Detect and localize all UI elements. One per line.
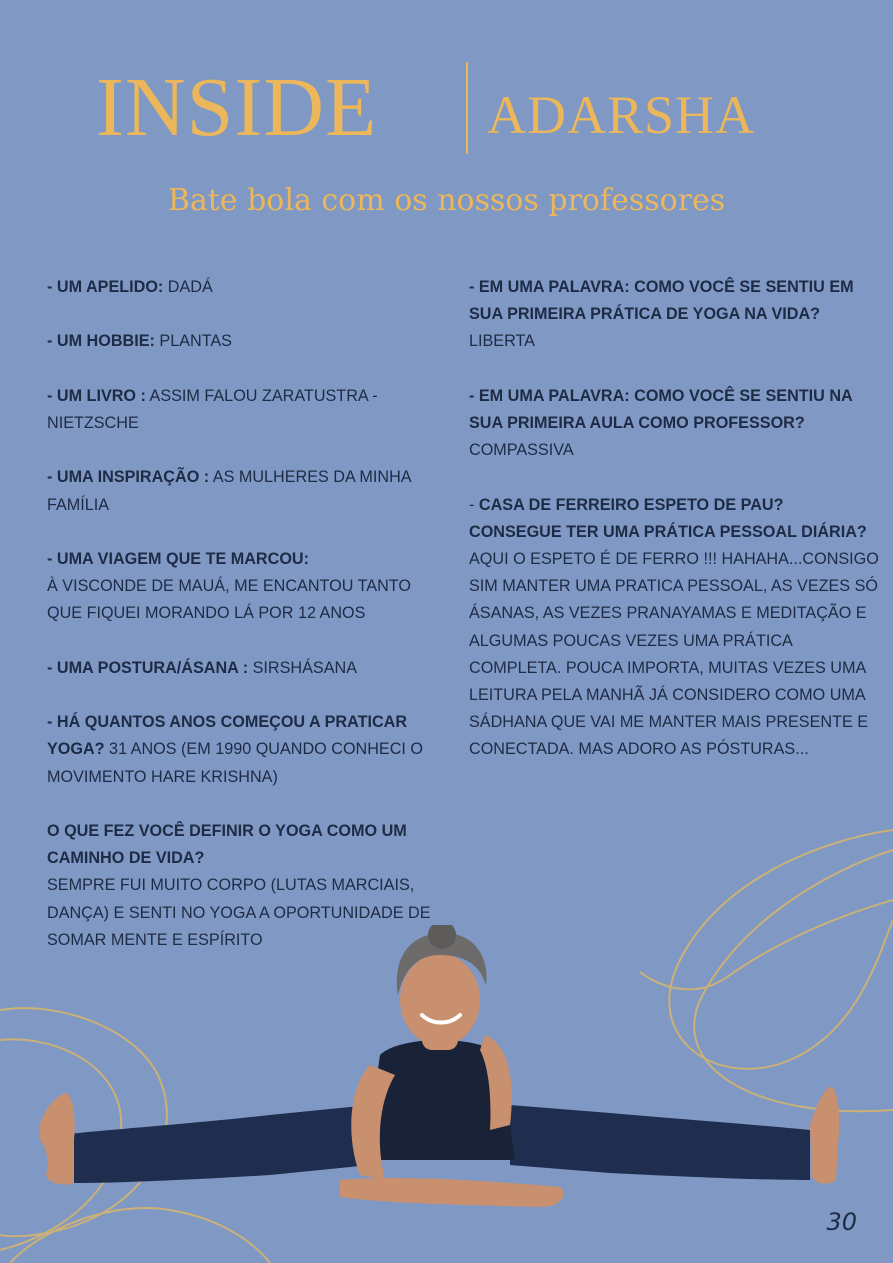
question: - UM HOBBIE:: [47, 332, 155, 351]
qa-daily-practice: [469, 492, 879, 764]
qa-first-class: [469, 383, 879, 465]
answer: PLANTAS: [154, 332, 232, 351]
question: - UMA INSPIRAÇÃO :: [47, 468, 210, 487]
qa-inspiration: [47, 464, 437, 518]
teacher-photo: [40, 925, 840, 1235]
question: - UMA VIAGEM QUE TE MARCOU:: [47, 549, 309, 568]
question: - UMA POSTURA/ÁSANA :: [47, 658, 249, 677]
qa-nickname: [47, 274, 437, 301]
question-prefix: -: [469, 495, 479, 514]
title-inside: INSIDE: [96, 61, 378, 154]
answer: DADÁ: [163, 278, 213, 296]
question: CASA DE FERREIRO ESPETO DE PAU? CONSEGUE TER UMA PRÁTICA PESSOAL DIÁRIA?: [469, 495, 867, 541]
page-subtitle: Bate bola com os nossos professores: [167, 183, 726, 218]
right-column: [469, 274, 879, 791]
qa-hobby: [47, 328, 437, 355]
qa-years-practice: [47, 709, 437, 791]
qa-trip: [47, 546, 437, 628]
answer: LIBERTA: [469, 332, 535, 351]
answer: ASSIM FALOU ZARATUSTRA - NIETZSCHE: [47, 386, 378, 432]
answer: SEMPRE FUI MUITO CORPO (LUTAS MARCIAIS, DANÇA) E SENTI NO YOGA A OPORTUNIDADE DE SOMAR MENTE E ESPÍRITO: [47, 876, 431, 949]
answer: AQUI O ESPETO É DE FERRO !!! HAHAHA...CONSIGO SIM MANTER UMA PRATICA PESSOAL, AS VEZES SÓ ÁSANAS, AS VEZES PRANAYAMAS E MEDITAÇÃO E ALGUMAS POUCAS VEZES UMA PRÁTICA COMPLETA. POUCA IMPORTA, MUITAS VEZES UMA LEITURA PELA MANHÃ JÁ CONSIDERO COMO UMA SÁDHANA QUE VAI ME MANTER MAIS PRESENTE E CONECTADA. MAS ADORO AS PÓSTURAS...: [469, 550, 879, 759]
answer: 31 ANOS (EM 1990 QUANDO CONHECI O MOVIMENTO HARE KRISHNA): [47, 740, 424, 786]
left-column: [47, 274, 437, 981]
answer: À VISCONDE DE MAUÁ, ME ENCANTOU TANTO QUE FIQUEI MORANDO LÁ POR 12 ANOS: [47, 577, 411, 623]
answer: SIRSHÁSANA: [248, 658, 357, 677]
question: - UM APELIDO:: [47, 278, 164, 296]
question: - EM UMA PALAVRA: COMO VOCÊ SE SENTIU NA SUA PRIMEIRA AULA COMO PROFESSOR?: [469, 386, 853, 432]
qa-book: [47, 383, 437, 437]
answer: AS MULHERES DA MINHA FAMÍLIA: [47, 468, 411, 514]
title-adarsha: ADARSHA: [487, 85, 756, 145]
question: O QUE FEZ VOCÊ DEFINIR O YOGA COMO UM CAMINHO DE VIDA?: [47, 821, 407, 868]
question: - EM UMA PALAVRA: COMO VOCÊ SE SENTIU EM SUA PRIMEIRA PRÁTICA DE YOGA NA VIDA?: [469, 278, 854, 324]
page-number: 30: [826, 1208, 857, 1236]
qa-posture: [47, 655, 437, 682]
question: - UM LIVRO :: [47, 386, 146, 405]
qa-first-practice: [469, 274, 879, 356]
question: - HÁ QUANTOS ANOS COMEÇOU A PRATICAR YOGA?: [47, 713, 408, 759]
answer: COMPASSIVA: [469, 441, 574, 460]
title-divider: [466, 62, 468, 154]
